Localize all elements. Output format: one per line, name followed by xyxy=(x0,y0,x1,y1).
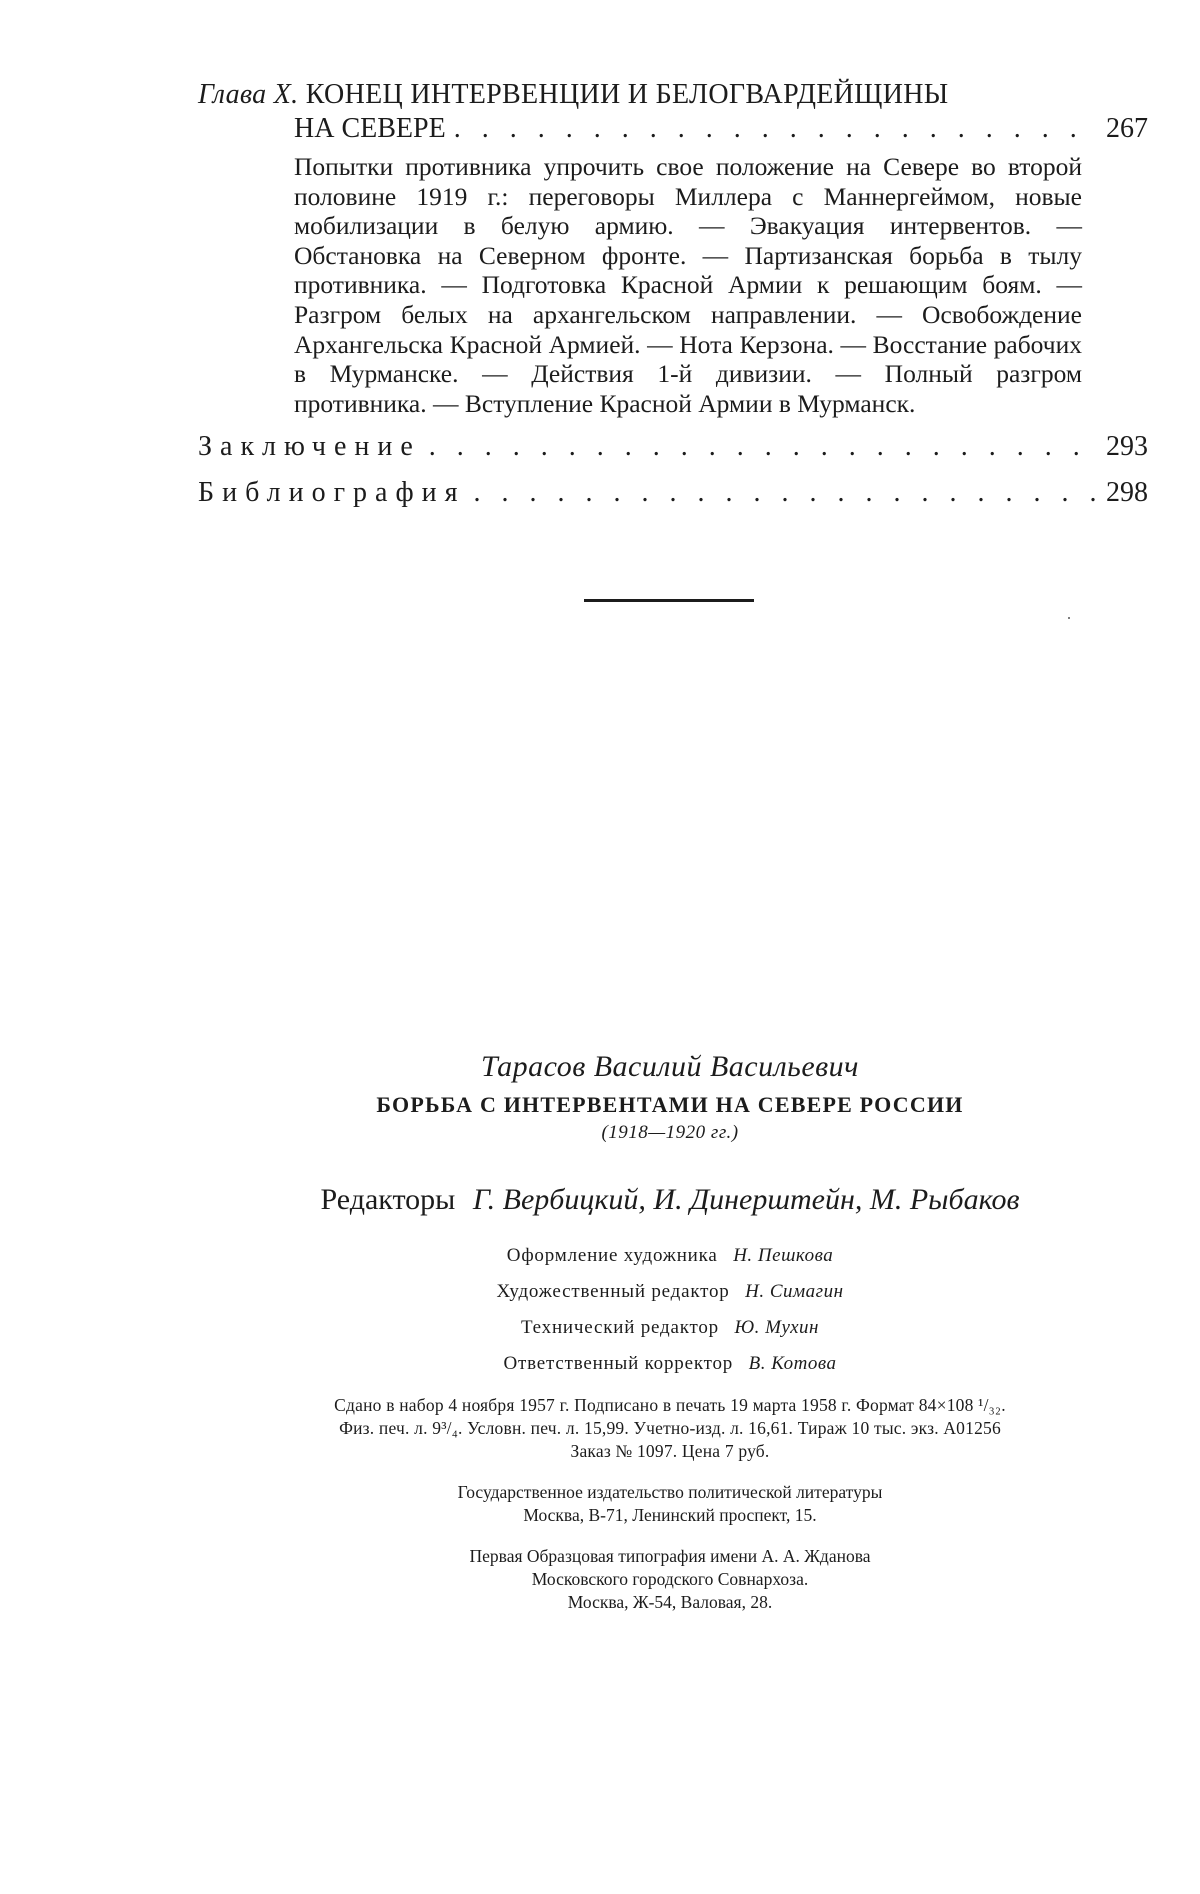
section-separator xyxy=(584,599,754,602)
toc-entry-conclusion xyxy=(198,430,1148,464)
dot-leader xyxy=(474,476,1099,510)
credit-line xyxy=(190,1310,1150,1346)
printer-block xyxy=(190,1545,1150,1614)
publisher-line: Государственное издательство политической литературы xyxy=(457,1482,883,1502)
imprint-line: Сдано в набор 4 ноября 1957 г. Подписано в печать 19 марта 1958 г. Формат 84×108 ¹/₃₂. xyxy=(334,1395,1006,1415)
colophon xyxy=(190,1048,1150,1614)
credit-role: Ответственный корректор xyxy=(503,1353,734,1374)
credit-person: Н. Симагин xyxy=(745,1281,844,1302)
publisher-line: Москва, В-71, Ленинский проспект, 15. xyxy=(523,1505,817,1525)
credit-person: Н. Пешкова xyxy=(733,1245,834,1266)
credit-role: Оформление художника xyxy=(506,1245,718,1266)
chapter-heading xyxy=(198,78,1148,112)
author-name: Тарасов Василий Васильевич xyxy=(481,1050,859,1083)
toc-entry-page: 298 xyxy=(1106,477,1148,509)
book-years: (1918—1920 гг.) xyxy=(601,1122,739,1143)
dot-leader xyxy=(454,112,1098,146)
imprint-block xyxy=(190,1394,1150,1463)
book-title: БОРЬБА С ИНТЕРВЕНТАМИ НА СЕВЕРЕ РОССИИ xyxy=(376,1092,964,1117)
editors-names: Г. Вербицкий, И. Динерштейн, М. Рыбаков xyxy=(472,1183,1020,1216)
credit-line xyxy=(190,1238,1150,1274)
chapter-label: Глава X. xyxy=(198,79,299,110)
print-speck xyxy=(1068,617,1070,619)
editors-label: Редакторы xyxy=(320,1183,456,1216)
chapter-page-number: 267 xyxy=(1106,113,1148,144)
chapter-title-line1: КОНЕЦ ИНТЕРВЕНЦИИ И БЕЛОГВАРДЕЙЩИНЫ xyxy=(305,79,949,110)
toc-entry-title: Библиография xyxy=(198,477,466,509)
dot-leader xyxy=(429,430,1098,464)
credit-role: Художественный редактор xyxy=(496,1281,730,1302)
toc-entry-title: Заключение xyxy=(198,431,421,463)
chapter-summary: Попытки противника упрочить свое положение на Севере во второй половине 1919 г.: переговоры Миллера с Маннергеймом, новые мобилизации в белую армию. — Эвакуация интервентов. — Обстановка на Северном фронте. — Партизанская борьба в тылу противника. — Подготовка Красной Армии к решающим боям. — Разгром белых на архангельском направлении. — Освобождение Архангельска Красной Армией. — Нота Керзона. — Восстание рабочих в Мурманске. — Действия 1-й дивизии. — Полный разгром противника. — Вступление Красной Армии в Мурманск. xyxy=(294,152,1082,418)
credit-person: В. Котова xyxy=(748,1353,837,1374)
credit-line xyxy=(190,1346,1150,1382)
editors-line xyxy=(190,1180,1150,1220)
chapter-title-line2: НА СЕВЕРЕ xyxy=(294,113,446,144)
toc-entry-page: 293 xyxy=(1106,431,1148,463)
credit-person: Ю. Мухин xyxy=(734,1317,819,1338)
printer-line: Москва, Ж-54, Валовая, 28. xyxy=(567,1592,773,1612)
imprint-line: Физ. печ. л. 9³/₄. Условн. печ. л. 15,99. Учетно-изд. л. 16,61. Тираж 10 тыс. экз. А01256 xyxy=(339,1418,1001,1438)
table-of-contents xyxy=(198,78,1148,510)
chapter-title-line2-row xyxy=(198,112,1148,146)
printer-line: Московского городского Совнархоза. xyxy=(531,1569,809,1589)
credits-list xyxy=(190,1238,1150,1382)
imprint-line: Заказ № 1097. Цена 7 руб. xyxy=(570,1441,770,1461)
credit-role: Технический редактор xyxy=(521,1317,719,1338)
printer-line: Первая Образцовая типография имени А. А. Жданова xyxy=(469,1546,871,1566)
publisher-block xyxy=(190,1481,1150,1527)
toc-entry-bibliography xyxy=(198,476,1148,510)
credit-line xyxy=(190,1274,1150,1310)
